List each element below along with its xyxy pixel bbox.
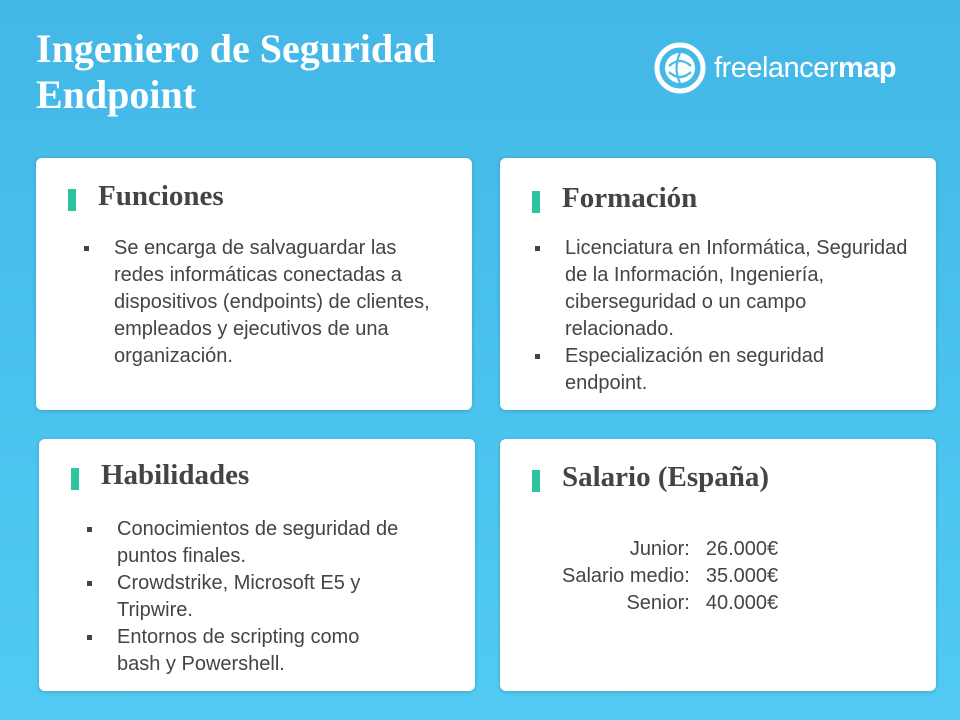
funciones-heading: Funciones [98,180,224,212]
formacion-heading: Formación [562,182,698,214]
funciones-list [84,235,436,370]
freelancermap-wordmark: freelancermap [714,51,897,84]
salary-label: Senior: [626,592,690,614]
formacion-list [535,235,910,397]
list-item: Licenciatura en Informática, Seguridad de la Información, Ingeniería, ciberseguridad o un campo relacionado. [535,235,910,343]
list-item: Se encarga de salvaguardar las redes informáticas conectadas a dispositivos (endpoints) de clientes, empleados y ejecutivos de una organización. [84,235,436,370]
salary-value: 40.000€ [705,592,779,614]
accent-marker [68,189,76,211]
salary-value: 26.000€ [705,538,779,560]
page-title [36,26,435,118]
salary-label: Junior: [629,538,690,560]
salario-heading: Salario (España) [562,461,770,493]
list-item: Especialización en seguridad endpoint. [535,343,910,397]
habilidades-list [87,516,407,678]
accent-marker [71,468,79,490]
habilidades-heading: Habilidades [101,459,250,491]
freelancermap-logo [654,42,896,94]
accent-marker [532,470,540,492]
list-item: Conocimientos de seguridad de puntos finales. [87,516,407,570]
salary-value: 35.000€ [705,565,779,587]
freelancermap-globe-icon [654,42,706,94]
page-title-line-1: Ingeniero de Seguridad [36,26,436,71]
habilidades-card [39,439,475,691]
salario-card [500,439,936,691]
table-row [562,590,778,617]
list-item: Crowdstrike, Microsoft E5 y Tripwire. [87,570,407,624]
formacion-card [500,158,936,410]
table-row [562,563,778,590]
habilidades-header [71,459,249,492]
salary-label: Salario medio: [562,565,690,587]
formacion-header [532,182,697,215]
list-item: Entornos de scripting como bash y Powershell. [87,624,407,678]
salario-header [532,461,769,494]
salary-table [562,536,778,617]
accent-marker [532,191,540,213]
funciones-header [68,180,224,213]
funciones-card [36,158,472,410]
page-title-line-2: Endpoint [36,72,197,117]
table-row [562,536,778,563]
